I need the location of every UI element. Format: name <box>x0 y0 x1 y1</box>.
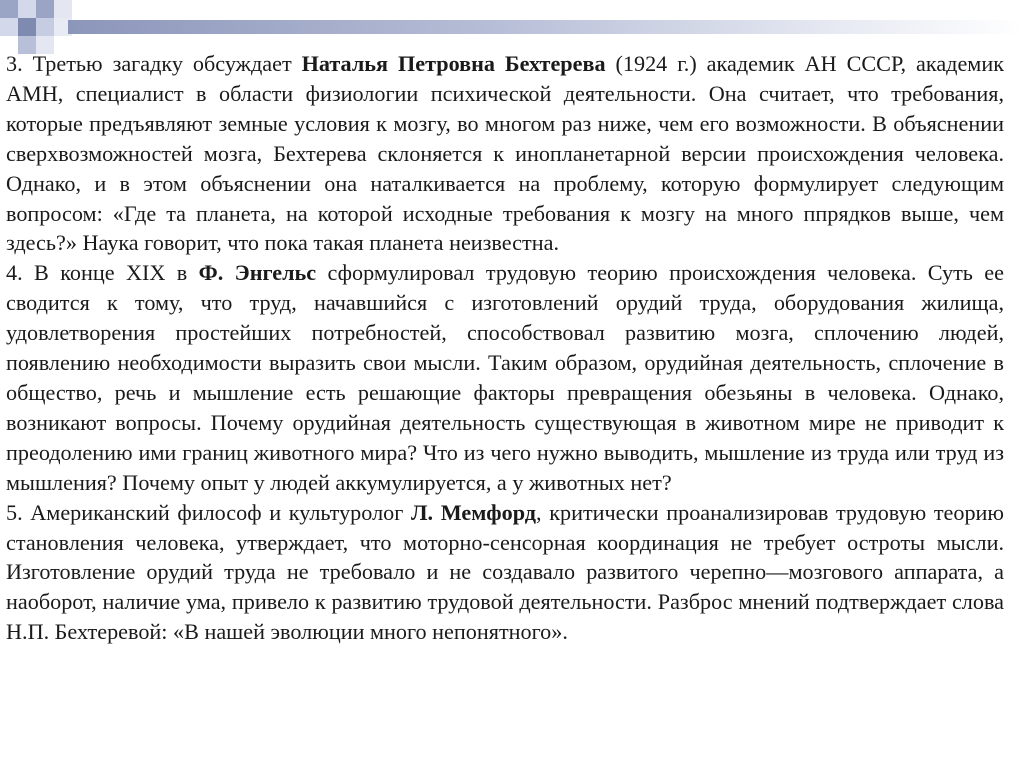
header-gradient-bar <box>68 20 1024 34</box>
paragraph-text: 5. Американский философ и культуролог <box>6 499 411 525</box>
decor-square <box>36 0 54 18</box>
decor-square <box>18 18 36 36</box>
paragraph-text: 3. Третью загадку обсуждает <box>6 51 302 76</box>
decor-square <box>54 0 72 18</box>
paragraph-text: (1924 г.) академик АН СССР, академик АМН, специалист в области физиологии психической деятельности. Она считает, что требования, которые предъявляют земные условия к мозгу, во многом раз ниже, чем его возможности. В объяснении сверхвозможностей мозга, Бехтерева склоняется к инопланетарной версии происхождения человека. Однако, и в этом объяснении она наталкивается на проблему, которую формулирует следующим вопросом: «Где та планета, на которой исходные требования к мозгу на много ппрядков выше, чем здесь?» Наука говорит, что пока такая планета неизвестна. <box>6 51 1005 256</box>
decor-square <box>18 0 36 18</box>
slide-body <box>6 49 1004 647</box>
person-name: Ф. Энгельс <box>198 260 317 286</box>
decor-square <box>36 18 54 36</box>
paragraph-text: 4. В конце XIX в <box>6 260 199 286</box>
paragraph-3 <box>6 49 1004 258</box>
paragraph-4 <box>6 258 1004 497</box>
person-name: Л. Мемфорд <box>410 499 537 525</box>
paragraph-text: сформулировал трудовую теорию происхождения человека. Суть ее сводится к тому, что труд, начавшийся с изготовлений орудий труда, оборудования жилища, удовлетворения простейших потребностей, способствовал развитию мозга, сплочению людей, появлению необходимости выразить свои мысли. Таким образом, орудийная деятельность, сплочение в общество, речь и мышление есть решающие факторы превращения обезьяны в человека. Однако, возникают вопросы. Почему орудийная деятельность существующая в животном мире не приводит к преодолению ими границ животного мира? Что из чего нужно выводить, мышление из труда или труд из мышления? Почему опыт у людей аккумулируется, а у животных нет? <box>6 260 1004 495</box>
decor-square <box>0 0 18 18</box>
person-name: Наталья Петровна Бехтерева <box>301 51 606 76</box>
paragraph-5 <box>6 498 1004 648</box>
decor-square <box>0 18 18 36</box>
paragraph-text: , критически проанализировав трудовую теорию становления человека, утверждает, что моторно-сенсорная координация не требует остроты мысли. Изготовление орудий труда не требовало и не создавало развитого черепно—мозгового аппарата, а наоборот, наличие ума, привело к развитию трудовой деятельности. Разброс мнений подтверждает слова Н.П. Бехтеревой: «В нашей эволюции много непонятного». <box>6 499 1005 645</box>
